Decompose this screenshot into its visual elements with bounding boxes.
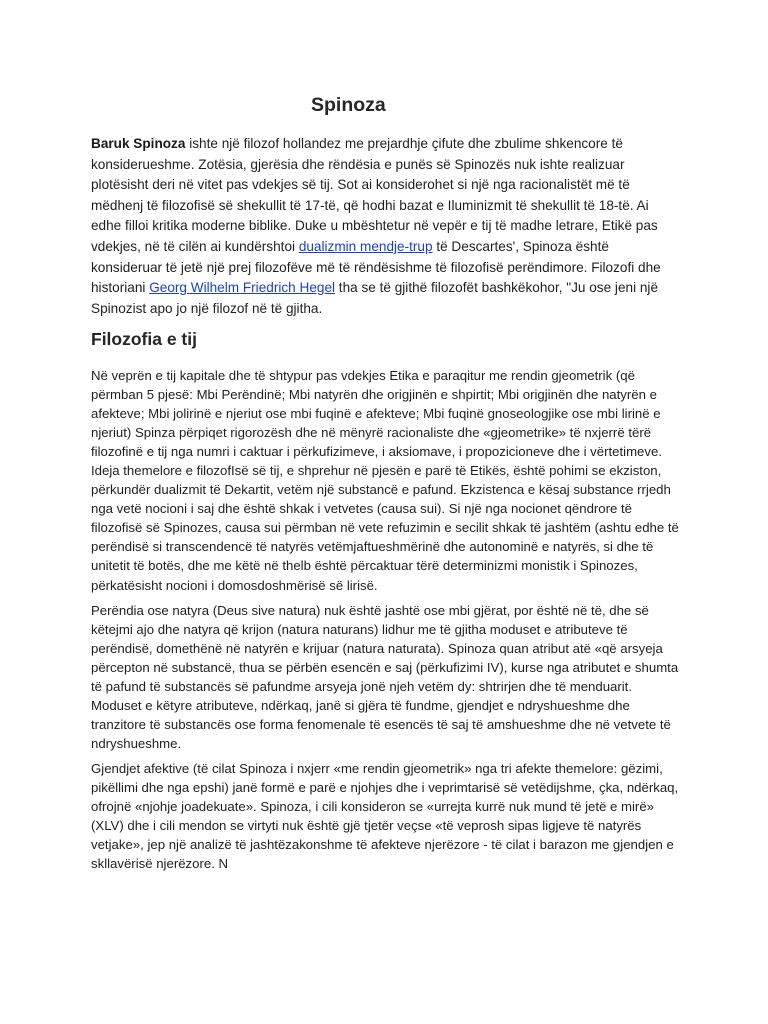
link-mind-body-dualism[interactable]: dualizmin mendje-trup bbox=[298, 238, 433, 254]
section-heading: Filozofia e tij bbox=[91, 329, 197, 349]
intro-text-1: ishte një filozof hollandez me prejardhje çifute dhe zbulime shkencore të konsiderueshme. Zotësia, gjerësia dhe rëndësia e punës së Spinozës nuk ishte realizuar plotësisht deri në vitet pas vdekjes së tij. Sot ai konsiderohet si një nga racionalistët më të mëdhenj të filozofisë së shekullit të 17-të, që hodhi bazat e Iluminizmit të shekullit të 18-të. Ai edhe filloi kritika moderne biblike. Duke u mbështetur në vepër e tij të madhe letrare, Etikë pas vdekjes, në të cilën ai kundërshtoi bbox=[91, 136, 658, 254]
intro-text-3: tha se të gjithë filozofët bashkëkohor, "Ju ose jeni një Spinozist apo jo një filozof në të gjitha. bbox=[91, 280, 659, 316]
body-paragraph-1: Në veprën e tij kapitale dhe të shtypur pas vdekjes Etika e paraqitur me rendin gjeometrik (që përmban 5 pjesë: Mbi Perëndinë; Mbi natyrën dhe origjinën e shpirtit; Mbi origjinën dhe natyrën e afekteve; Mbi jolirinë e njeriut ose mbi fuqinë e afekteve; Mbi fuqinë gnoseologjike ose mbi lirinë e njeriut) Spinza përpiqet rigorozësh dhe në mënyrë racionaliste dhe «gjeometrike» të nxjerrë tërë filozofinë e tij nga numri i caktuar i përkufizimeve, i aksiomave, i propozicioneve dhe i vërtetimeve. Ideja themelore e filozofIsë së tij, e shprehur në pjesën e parë të Etikës, është pohimi se ekziston, përkundër dualizmit të Dekartit, vetëm një substancë e pafund. Ekzistenca e kësaj substance rrjedh nga vetë nocioni i saj dhe është shkak i vetvetes (causa sui). Si një nga nocionet qëndrore të filozofisë së Spinozes, causa sui përmban në vete refuzimin e secilit shkak të jashtëm (ashtu edhe të perëndisë si transcendencë të natyrës vetëmjaftueshmërinë dhe autonominë e natyrës, si dhe të unitetit të botës, dhe me këtë në thelb është përcaktuar tërë determinizmi monistik i Spinozes, përkatësisht nocioni i domosdoshmërisë së lirisë. bbox=[91, 368, 679, 593]
link-hegel[interactable]: Georg Wilhelm Friedrich Hegel bbox=[149, 280, 336, 296]
subject-name: Baruk Spinoza bbox=[91, 136, 186, 151]
section-body bbox=[91, 366, 679, 879]
page-title: Spinoza bbox=[311, 94, 386, 116]
body-paragraph-3: Gjendjet afektive (të cilat Spinoza i nxjerr «me rendin gjeometrik» nga tri afekte themelore: gëzimi, pikëllimi dhe nga epshi) janë formë e parë e njohjes dhe i veprimtarisë së vetëdijshme, çka, ndërkaq, ofrojnë «njohje joadekuate». Spinoza, i cili konsideron se «urrejta kurrë nuk mund të jetë e mirë» (XLV) dhe i cili mendon se virtyti nuk është gjë tjetër veçse «të veprosh sipas ligjeve të natyrës vetjake», jep një analizë të jashtëzakonshme të afekteve njerëzore - të cilat i barazon me gjendjen e skllavërisë njerëzore. N bbox=[91, 760, 679, 872]
intro-text-2: të Descartes', Spinoza është konsideruar të jetë një prej filozofëve më të rëndësishme të filozofisë perëndimore. Filozofi dhe historiani bbox=[91, 238, 661, 296]
intro-paragraph bbox=[91, 134, 679, 319]
body-paragraph-2: Perëndia ose natyra (Deus sive natura) nuk është jashtë ose mbi gjërat, por është në të, dhe së këtejmi ajo dhe natyra që krijon (natura naturans) lidhur me të gjitha moduset e atributeve të perëndisë, domethënë në natyrën e krijuar (natura naturata). Spinoza quan atribut atë «që arsyeja përcepton në substancë, thua se përbën esencën e saj (përkufizimi IV), kurse nga atributet e shumta të pafund të substancës së pafundme arsyeja jonë njeh vetëm dy: shtrirjen dhe të menduarit. Moduset e këtyre atributeve, ndërkaq, janë si gjëra të fundme, gjendjet e ndryshueshme dhe tranzitore të substancës ose forma fenomenale të esencës të saj të amshueshme dhe në vetvete të ndryshueshme. bbox=[91, 602, 679, 751]
